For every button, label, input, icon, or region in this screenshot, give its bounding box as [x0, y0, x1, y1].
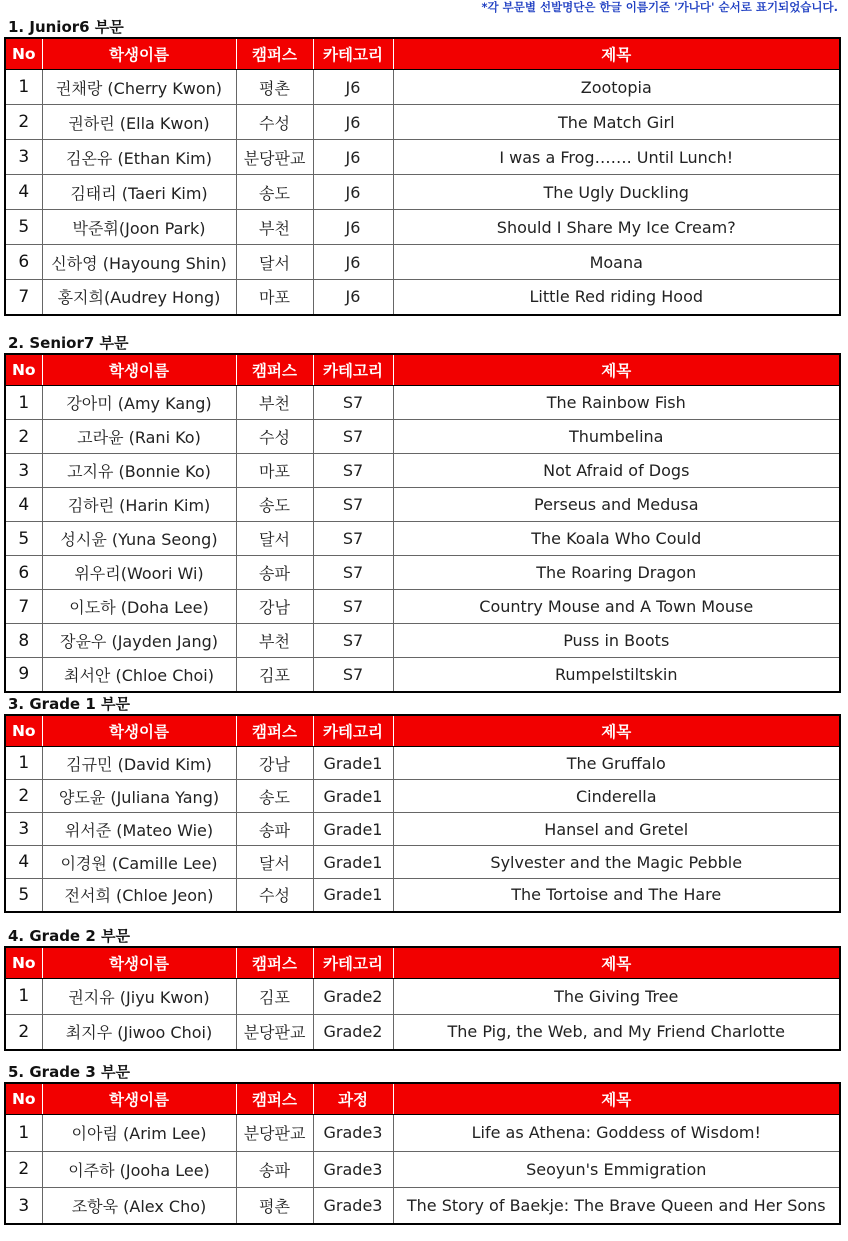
cell-title: Zootopia [393, 70, 840, 105]
cell-category: Grade3 [313, 1115, 393, 1152]
section-title: 3. Grade 1 부문 [8, 695, 130, 713]
cell-no: 7 [5, 280, 42, 315]
cell-title: Thumbelina [393, 420, 840, 454]
header-no: No [5, 715, 42, 747]
table-row [5, 522, 840, 556]
cell-category: Grade1 [313, 747, 393, 780]
cell-student-name: 위우리(Woori Wi) [42, 556, 236, 590]
cell-no: 2 [5, 780, 42, 813]
cell-category: Grade1 [313, 879, 393, 912]
header-row [5, 354, 840, 386]
table-row [5, 488, 840, 522]
cell-title: Not Afraid of Dogs [393, 454, 840, 488]
cell-student-name: 이경원 (Camille Lee) [42, 846, 236, 879]
cell-title: Sylvester and the Magic Pebble [393, 846, 840, 879]
cell-campus: 평촌 [236, 1188, 313, 1225]
header-campus: 캠퍼스 [236, 38, 313, 70]
cell-campus: 평촌 [236, 70, 313, 105]
table-row [5, 879, 840, 912]
header-student-name: 학생이름 [42, 354, 236, 386]
table-row [5, 245, 840, 280]
table-row [5, 590, 840, 624]
header-row [5, 715, 840, 747]
section-3 [4, 694, 841, 913]
cell-category: J6 [313, 140, 393, 175]
cell-student-name: 김온유 (Ethan Kim) [42, 140, 236, 175]
selection-order-note: *각 부문별 선발명단은 한글 이름기준 '가나다' 순서로 표기되었습니다. [481, 0, 838, 14]
cell-category: Grade3 [313, 1188, 393, 1225]
cell-student-name: 고지유 (Bonnie Ko) [42, 454, 236, 488]
header-category: 카테고리 [313, 715, 393, 747]
cell-campus: 분당판교 [236, 140, 313, 175]
header-title: 제목 [393, 947, 840, 979]
table-row [5, 1115, 840, 1152]
header-title: 제목 [393, 1083, 840, 1115]
cell-category: S7 [313, 556, 393, 590]
header-row [5, 1083, 840, 1115]
cell-campus: 강남 [236, 747, 313, 780]
table-row [5, 454, 840, 488]
cell-student-name: 박준휘(Joon Park) [42, 210, 236, 245]
header-campus: 캠퍼스 [236, 947, 313, 979]
cell-category: J6 [313, 175, 393, 210]
cell-no: 4 [5, 175, 42, 210]
table-row [5, 280, 840, 315]
cell-no: 4 [5, 846, 42, 879]
header-category: 카테고리 [313, 38, 393, 70]
cell-no: 5 [5, 879, 42, 912]
cell-student-name: 이도하 (Doha Lee) [42, 590, 236, 624]
table-row [5, 420, 840, 454]
table-row [5, 780, 840, 813]
cell-no: 9 [5, 658, 42, 692]
cell-title: The Tortoise and The Hare [393, 879, 840, 912]
cell-title: The Match Girl [393, 105, 840, 140]
cell-student-name: 신하영 (Hayoung Shin) [42, 245, 236, 280]
cell-no: 6 [5, 245, 42, 280]
header-row [5, 947, 840, 979]
table-row [5, 1014, 840, 1050]
cell-student-name: 이주하 (Jooha Lee) [42, 1151, 236, 1188]
cell-title: Perseus and Medusa [393, 488, 840, 522]
cell-campus: 부천 [236, 624, 313, 658]
cell-campus: 부천 [236, 210, 313, 245]
table-row [5, 1188, 840, 1225]
cell-student-name: 김하린 (Harin Kim) [42, 488, 236, 522]
cell-category: S7 [313, 624, 393, 658]
cell-student-name: 전서희 (Chloe Jeon) [42, 879, 236, 912]
cell-category: S7 [313, 658, 393, 692]
cell-title: Cinderella [393, 780, 840, 813]
cell-campus: 김포 [236, 979, 313, 1015]
header-no: No [5, 38, 42, 70]
cell-no: 3 [5, 140, 42, 175]
cell-campus: 부천 [236, 386, 313, 420]
cell-campus: 분당판교 [236, 1014, 313, 1050]
cell-student-name: 권하린 (Ella Kwon) [42, 105, 236, 140]
cell-campus: 분당판교 [236, 1115, 313, 1152]
cell-title: Hansel and Gretel [393, 813, 840, 846]
header-student-name: 학생이름 [42, 38, 236, 70]
cell-campus: 송도 [236, 175, 313, 210]
cell-campus: 수성 [236, 105, 313, 140]
cell-student-name: 이아림 (Arim Lee) [42, 1115, 236, 1152]
cell-title: Seoyun's Emmigration [393, 1151, 840, 1188]
cell-campus: 김포 [236, 658, 313, 692]
cell-no: 1 [5, 70, 42, 105]
cell-title: The Gruffalo [393, 747, 840, 780]
cell-student-name: 김태리 (Taeri Kim) [42, 175, 236, 210]
header-no: No [5, 354, 42, 386]
cell-category: Grade1 [313, 780, 393, 813]
cell-title: The Roaring Dragon [393, 556, 840, 590]
cell-title: The Giving Tree [393, 979, 840, 1015]
header-title: 제목 [393, 715, 840, 747]
header-title: 제목 [393, 354, 840, 386]
cell-no: 7 [5, 590, 42, 624]
cell-student-name: 최지우 (Jiwoo Choi) [42, 1014, 236, 1050]
table-row [5, 210, 840, 245]
cell-student-name: 홍지희(Audrey Hong) [42, 280, 236, 315]
cell-no: 2 [5, 105, 42, 140]
cell-no: 8 [5, 624, 42, 658]
cell-category: S7 [313, 454, 393, 488]
table-row [5, 105, 840, 140]
cell-no: 1 [5, 1115, 42, 1152]
table-row [5, 747, 840, 780]
section-1 [4, 17, 841, 316]
cell-campus: 수성 [236, 879, 313, 912]
cell-category: Grade2 [313, 1014, 393, 1050]
table-row [5, 386, 840, 420]
table-row [5, 175, 840, 210]
section-title: 4. Grade 2 부문 [8, 927, 130, 945]
cell-campus: 송도 [236, 780, 313, 813]
cell-student-name: 성시윤 (Yuna Seong) [42, 522, 236, 556]
section-title: 2. Senior7 부문 [8, 334, 129, 352]
cell-title: Puss in Boots [393, 624, 840, 658]
table-row [5, 813, 840, 846]
cell-no: 1 [5, 386, 42, 420]
cell-no: 1 [5, 747, 42, 780]
cell-campus: 송도 [236, 488, 313, 522]
header-campus: 캠퍼스 [236, 354, 313, 386]
cell-title: The Story of Baekje: The Brave Queen and Her Sons [393, 1188, 840, 1225]
cell-no: 3 [5, 1188, 42, 1225]
cell-category: Grade3 [313, 1151, 393, 1188]
cell-category: Grade1 [313, 813, 393, 846]
cell-title: The Ugly Duckling [393, 175, 840, 210]
cell-student-name: 위서준 (Mateo Wie) [42, 813, 236, 846]
cell-title: The Pig, the Web, and My Friend Charlotte [393, 1014, 840, 1050]
table-row [5, 556, 840, 590]
cell-title: Little Red riding Hood [393, 280, 840, 315]
header-category: 카테고리 [313, 354, 393, 386]
cell-student-name: 강아미 (Amy Kang) [42, 386, 236, 420]
cell-no: 5 [5, 210, 42, 245]
header-student-name: 학생이름 [42, 1083, 236, 1115]
cell-no: 1 [5, 979, 42, 1015]
cell-title: Rumpelstiltskin [393, 658, 840, 692]
cell-title: I was a Frog……. Until Lunch! [393, 140, 840, 175]
cell-no: 5 [5, 522, 42, 556]
table-row [5, 70, 840, 105]
header-category: 카테고리 [313, 947, 393, 979]
cell-campus: 수성 [236, 420, 313, 454]
cell-category: J6 [313, 210, 393, 245]
table-row [5, 979, 840, 1015]
cell-student-name: 김규민 (David Kim) [42, 747, 236, 780]
header-campus: 캠퍼스 [236, 715, 313, 747]
cell-no: 3 [5, 813, 42, 846]
section-title: 1. Junior6 부문 [8, 18, 124, 36]
cell-category: S7 [313, 386, 393, 420]
cell-campus: 마포 [236, 454, 313, 488]
section-2 [4, 333, 841, 693]
header-campus: 캠퍼스 [236, 1083, 313, 1115]
header-student-name: 학생이름 [42, 947, 236, 979]
cell-student-name: 권채랑 (Cherry Kwon) [42, 70, 236, 105]
section-5 [4, 1062, 841, 1225]
cell-no: 2 [5, 1151, 42, 1188]
cell-no: 2 [5, 420, 42, 454]
cell-campus: 송파 [236, 813, 313, 846]
cell-campus: 달서 [236, 245, 313, 280]
table-row [5, 658, 840, 692]
cell-campus: 마포 [236, 280, 313, 315]
cell-student-name: 최서안 (Chloe Choi) [42, 658, 236, 692]
cell-category: J6 [313, 245, 393, 280]
table-row [5, 140, 840, 175]
cell-no: 2 [5, 1014, 42, 1050]
cell-category: Grade2 [313, 979, 393, 1015]
header-category: 과정 [313, 1083, 393, 1115]
cell-category: J6 [313, 70, 393, 105]
cell-category: S7 [313, 590, 393, 624]
section-table [4, 37, 841, 316]
cell-campus: 달서 [236, 522, 313, 556]
cell-category: Grade1 [313, 846, 393, 879]
section-table [4, 1082, 841, 1225]
section-table [4, 714, 841, 913]
cell-title: Country Mouse and A Town Mouse [393, 590, 840, 624]
cell-no: 4 [5, 488, 42, 522]
cell-campus: 강남 [236, 590, 313, 624]
cell-category: J6 [313, 280, 393, 315]
cell-no: 3 [5, 454, 42, 488]
cell-title: The Koala Who Could [393, 522, 840, 556]
cell-category: S7 [313, 522, 393, 556]
section-table [4, 946, 841, 1051]
cell-student-name: 양도윤 (Juliana Yang) [42, 780, 236, 813]
table-row [5, 624, 840, 658]
cell-category: S7 [313, 488, 393, 522]
table-row [5, 846, 840, 879]
section-4 [4, 926, 841, 1051]
cell-campus: 달서 [236, 846, 313, 879]
cell-title: The Rainbow Fish [393, 386, 840, 420]
cell-student-name: 고라윤 (Rani Ko) [42, 420, 236, 454]
cell-student-name: 장윤우 (Jayden Jang) [42, 624, 236, 658]
cell-category: S7 [313, 420, 393, 454]
header-no: No [5, 947, 42, 979]
cell-title: Moana [393, 245, 840, 280]
cell-category: J6 [313, 105, 393, 140]
cell-title: Life as Athena: Goddess of Wisdom! [393, 1115, 840, 1152]
section-table [4, 353, 841, 693]
header-no: No [5, 1083, 42, 1115]
cell-campus: 송파 [236, 556, 313, 590]
section-title: 5. Grade 3 부문 [8, 1063, 130, 1081]
cell-campus: 송파 [236, 1151, 313, 1188]
header-row [5, 38, 840, 70]
cell-student-name: 권지유 (Jiyu Kwon) [42, 979, 236, 1015]
cell-student-name: 조항욱 (Alex Cho) [42, 1188, 236, 1225]
header-student-name: 학생이름 [42, 715, 236, 747]
cell-title: Should I Share My Ice Cream? [393, 210, 840, 245]
header-title: 제목 [393, 38, 840, 70]
cell-no: 6 [5, 556, 42, 590]
table-row [5, 1151, 840, 1188]
